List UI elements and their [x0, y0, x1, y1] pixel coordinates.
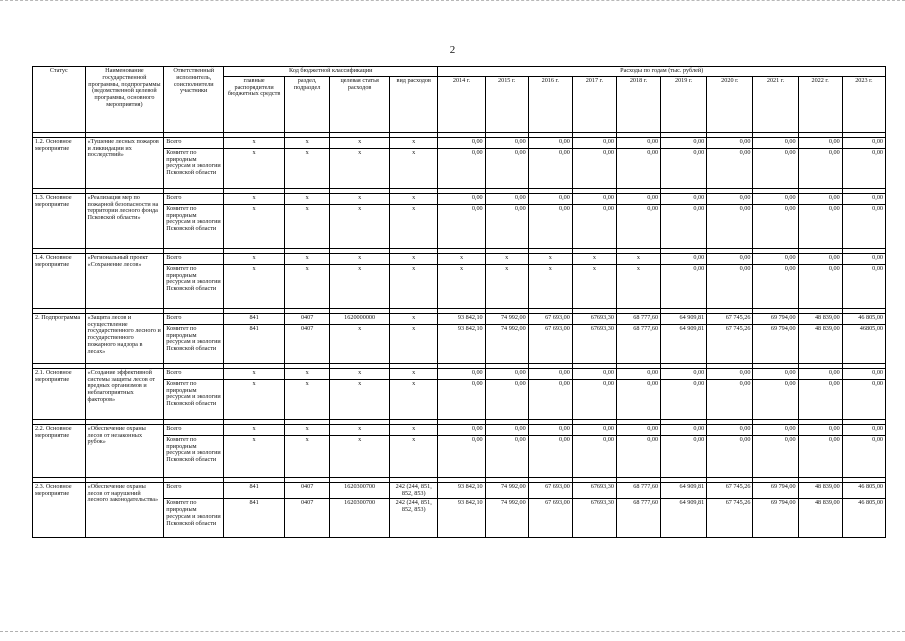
header-budget-code: раздел, подраздел	[285, 76, 330, 132]
expense-value-cell: 93 842,10	[438, 482, 485, 499]
expense-value-cell: 0,00	[753, 435, 798, 477]
expense-value-cell: 0,00	[753, 253, 798, 264]
expense-value-cell: 0,00	[707, 204, 753, 248]
expense-value-cell: 0,00	[798, 424, 842, 435]
expense-value-cell: 48 839,00	[798, 482, 842, 499]
header-year: 2016 г.	[528, 76, 572, 132]
expense-value-cell: 68 777,60	[616, 324, 660, 363]
responsible-cell: Комитет по природным ресурсам и экологии Псковской области	[164, 499, 224, 538]
budget-code-cell: 841	[224, 482, 285, 499]
expense-value-cell: 68 777,60	[616, 313, 660, 324]
budget-code-cell: 0407	[285, 482, 330, 499]
expense-value-cell: 0,00	[753, 424, 798, 435]
status-cell: 2.1. Основное мероприятие	[33, 368, 86, 419]
status-cell: 1.2. Основное мероприятие	[33, 137, 86, 188]
responsible-cell: Комитет по природным ресурсам и экологии Псковской области	[164, 435, 224, 477]
header-budget-code: вид расходов	[390, 76, 438, 132]
expense-value-cell: 0,00	[661, 253, 707, 264]
expense-value-cell: 0,00	[707, 424, 753, 435]
budget-code-cell: 1620300700	[330, 482, 390, 499]
expense-value-cell: 0,00	[661, 193, 707, 204]
expense-value-cell: 0,00	[616, 193, 660, 204]
header-expenses-group: Расходы по годам (тыс. рублей)	[438, 67, 886, 77]
expense-value-cell: 48 839,00	[798, 313, 842, 324]
budget-code-cell: х	[224, 368, 285, 379]
responsible-cell: Всего	[164, 424, 224, 435]
expense-value-cell: 69 794,00	[753, 313, 798, 324]
budget-code-cell: 841	[224, 499, 285, 538]
expense-value-cell: 0,00	[798, 253, 842, 264]
budget-code-cell: х	[390, 313, 438, 324]
expense-value-cell: 0,00	[661, 435, 707, 477]
budget-code-cell: х	[390, 193, 438, 204]
expense-value-cell: 0,00	[753, 193, 798, 204]
responsible-cell: Всего	[164, 253, 224, 264]
responsible-cell: Комитет по природным ресурсам и экологии Псковской области	[164, 379, 224, 419]
expense-value-cell: 93 842,10	[438, 499, 485, 538]
budget-code-cell: х	[285, 424, 330, 435]
budget-code-cell: х	[390, 137, 438, 148]
responsible-cell: Всего	[164, 482, 224, 499]
responsible-cell: Всего	[164, 313, 224, 324]
expense-value-cell: 46805,00	[842, 324, 885, 363]
expense-value-cell: 0,00	[842, 424, 885, 435]
header-year: 2020 г.	[707, 76, 753, 132]
expense-value-cell: 0,00	[798, 368, 842, 379]
header-budget-code-group: Код бюджетной классификации	[224, 67, 438, 77]
expense-value-cell: х	[616, 264, 660, 308]
expense-value-cell: х	[485, 264, 528, 308]
budget-code-cell: х	[330, 193, 390, 204]
budget-code-cell: х	[285, 253, 330, 264]
budget-code-cell: х	[330, 148, 390, 188]
budget-code-cell: х	[390, 264, 438, 308]
expense-value-cell: х	[438, 264, 485, 308]
expense-value-cell: 0,00	[707, 368, 753, 379]
expense-value-cell: 0,00	[572, 137, 616, 148]
expense-value-cell: 74 992,00	[485, 499, 528, 538]
budget-code-cell: х	[390, 424, 438, 435]
expense-value-cell: х	[528, 264, 572, 308]
budget-code-cell: х	[285, 148, 330, 188]
expense-value-cell: 0,00	[798, 193, 842, 204]
budget-code-cell: х	[390, 324, 438, 363]
expense-value-cell: 0,00	[438, 424, 485, 435]
status-cell: 1.4. Основное мероприятие	[33, 253, 86, 308]
header-responsible: Ответственный исполнитель, соисполнители участники	[164, 67, 224, 133]
budget-code-cell: х	[390, 368, 438, 379]
program-name-cell: «Реализация мер по пожарной безопасности на территории лесного фонда Псковской области»	[85, 193, 164, 248]
expense-value-cell: 0,00	[661, 424, 707, 435]
expense-value-cell: 48 839,00	[798, 324, 842, 363]
responsible-cell: Комитет по природным ресурсам и экологии Псковской области	[164, 324, 224, 363]
program-name-cell: «Защита лесов и осуществление государственного лесного и государственного пожарного надзора в лесах»	[85, 313, 164, 363]
expense-value-cell: х	[485, 253, 528, 264]
expense-value-cell: 0,00	[572, 204, 616, 248]
expense-value-cell: 67693,30	[572, 482, 616, 499]
expense-value-cell: 0,00	[842, 204, 885, 248]
table-row	[33, 313, 886, 324]
expense-value-cell: 0,00	[753, 379, 798, 419]
header-status: Статус	[33, 67, 86, 133]
budget-code-cell: х	[330, 253, 390, 264]
expense-value-cell: 0,00	[485, 368, 528, 379]
expense-value-cell: 0,00	[528, 204, 572, 248]
expense-value-cell: х	[572, 253, 616, 264]
expense-value-cell: 0,00	[842, 253, 885, 264]
header-year: 2019 г.	[661, 76, 707, 132]
expense-value-cell: 0,00	[616, 368, 660, 379]
expense-value-cell: 46 805,00	[842, 499, 885, 538]
budget-code-cell: х	[285, 264, 330, 308]
header-year: 2014 г.	[438, 76, 485, 132]
expense-value-cell: 0,00	[528, 137, 572, 148]
expense-value-cell: 93 842,10	[438, 313, 485, 324]
header-name: Наименование государственной программы, подпрограммы (ведомственной целевой программы, основного мероприятия)	[85, 67, 164, 133]
program-name-cell: «Создание эффективной системы защиты лесов от вредных организмов и неблагоприятных факторов»	[85, 368, 164, 419]
expense-value-cell: 0,00	[842, 435, 885, 477]
budget-code-cell: х	[330, 379, 390, 419]
expense-value-cell: 0,00	[661, 368, 707, 379]
expense-value-cell: 67 693,00	[528, 313, 572, 324]
responsible-cell: Комитет по природным ресурсам и экологии Псковской области	[164, 148, 224, 188]
expense-value-cell: 0,00	[528, 368, 572, 379]
table-header	[33, 67, 886, 133]
budget-code-cell: х	[224, 264, 285, 308]
expense-value-cell: 0,00	[798, 435, 842, 477]
budget-code-cell: 242 (244, 851, 852, 853)	[390, 499, 438, 538]
expense-value-cell: 0,00	[485, 137, 528, 148]
budget-code-cell: х	[330, 137, 390, 148]
expense-value-cell: 0,00	[842, 368, 885, 379]
expense-value-cell: 0,00	[528, 379, 572, 419]
expense-value-cell: 0,00	[753, 137, 798, 148]
expense-value-cell: 0,00	[842, 264, 885, 308]
expense-value-cell: 0,00	[572, 435, 616, 477]
program-name-cell: «Тушение лесных пожаров и ликвидации их последствий»	[85, 137, 164, 188]
expense-value-cell: 0,00	[753, 148, 798, 188]
table-row	[33, 193, 886, 204]
status-cell: 2.3. Основное мероприятие	[33, 482, 86, 538]
responsible-cell: Комитет по природным ресурсам и экологии Псковской области	[164, 264, 224, 308]
responsible-cell: Всего	[164, 368, 224, 379]
expense-value-cell: 64 909,81	[661, 499, 707, 538]
expense-value-cell: 0,00	[798, 264, 842, 308]
budget-code-cell: х	[285, 204, 330, 248]
expense-value-cell: 46 805,00	[842, 313, 885, 324]
expense-value-cell: 0,00	[661, 148, 707, 188]
expense-value-cell: 68 777,60	[616, 482, 660, 499]
page-number: 2	[449, 44, 456, 56]
expense-value-cell: 0,00	[707, 253, 753, 264]
budget-code-cell: х	[224, 424, 285, 435]
expense-value-cell: 0,00	[661, 379, 707, 419]
expense-value-cell: 64 909,81	[661, 482, 707, 499]
table-row	[33, 368, 886, 379]
responsible-cell: Всего	[164, 137, 224, 148]
expense-value-cell: 67 745,26	[707, 482, 753, 499]
expense-value-cell: 67693,30	[572, 313, 616, 324]
budget-code-cell: х	[224, 379, 285, 419]
expense-value-cell: 0,00	[485, 193, 528, 204]
expense-value-cell: 69 794,00	[753, 499, 798, 538]
expense-value-cell: х	[616, 253, 660, 264]
expense-value-cell: 0,00	[528, 435, 572, 477]
expense-value-cell: 67 745,26	[707, 324, 753, 363]
expense-value-cell: 67 693,00	[528, 324, 572, 363]
budget-code-cell: х	[390, 148, 438, 188]
expense-value-cell: 0,00	[707, 435, 753, 477]
expense-value-cell: 0,00	[485, 379, 528, 419]
budget-code-cell: 242 (244, 851, 852, 853)	[390, 482, 438, 499]
program-name-cell: «Обеспечение охраны лесов от нарушений лесного законодательства»	[85, 482, 164, 538]
expense-value-cell: 0,00	[707, 379, 753, 419]
program-name-cell: «Обеспечение охраны лесов от незаконных рубок»	[85, 424, 164, 477]
budget-code-cell: х	[285, 193, 330, 204]
budget-code-cell: 1620300700	[330, 499, 390, 538]
header-year: 2017 г.	[572, 76, 616, 132]
expense-value-cell: 74 992,00	[485, 313, 528, 324]
expense-value-cell: х	[438, 253, 485, 264]
expense-value-cell: 0,00	[842, 148, 885, 188]
expense-value-cell: 0,00	[798, 204, 842, 248]
expense-value-cell: 0,00	[438, 148, 485, 188]
expense-value-cell: 0,00	[616, 424, 660, 435]
status-cell: 2. Подпрограмма	[33, 313, 86, 363]
budget-code-cell: х	[390, 379, 438, 419]
budget-code-cell: х	[224, 204, 285, 248]
table-row	[33, 137, 886, 148]
budget-code-cell: х	[224, 253, 285, 264]
budget-code-cell: х	[330, 368, 390, 379]
budget-code-cell: х	[224, 193, 285, 204]
expense-value-cell: 0,00	[616, 148, 660, 188]
expense-value-cell: 64 909,81	[661, 313, 707, 324]
budget-code-cell: 841	[224, 313, 285, 324]
header-year: 2015 г.	[485, 76, 528, 132]
expense-value-cell: 0,00	[616, 379, 660, 419]
header-year: 2023 г.	[842, 76, 885, 132]
expense-value-cell: 69 794,00	[753, 482, 798, 499]
budget-code-cell: х	[224, 148, 285, 188]
expense-value-cell: 46 805,00	[842, 482, 885, 499]
budget-code-cell: х	[285, 379, 330, 419]
expense-value-cell: 0,00	[572, 379, 616, 419]
header-year: 2018 г.	[616, 76, 660, 132]
expense-value-cell: 0,00	[572, 424, 616, 435]
expense-value-cell: 0,00	[798, 137, 842, 148]
program-name-cell: «Региональный проект «Сохранение лесов»	[85, 253, 164, 308]
expense-value-cell: 0,00	[661, 264, 707, 308]
budget-code-cell: х	[224, 137, 285, 148]
header-year: 2021 г.	[753, 76, 798, 132]
expense-value-cell: 67693,30	[572, 324, 616, 363]
expense-value-cell: 0,00	[616, 204, 660, 248]
expense-value-cell: 67 693,00	[528, 499, 572, 538]
expense-value-cell: 68 777,60	[616, 499, 660, 538]
budget-code-cell: 0407	[285, 324, 330, 363]
expense-value-cell: 0,00	[798, 379, 842, 419]
budget-code-cell: х	[330, 324, 390, 363]
scan-edge-top	[0, 0, 905, 5]
budget-code-cell: х	[390, 204, 438, 248]
table-row	[33, 482, 886, 499]
expense-value-cell: 0,00	[485, 424, 528, 435]
expense-value-cell: 69 794,00	[753, 324, 798, 363]
responsible-cell: Всего	[164, 193, 224, 204]
expense-value-cell: х	[528, 253, 572, 264]
expense-value-cell: 48 839,00	[798, 499, 842, 538]
budget-code-cell: х	[330, 204, 390, 248]
expense-value-cell: 0,00	[798, 148, 842, 188]
expense-value-cell: 0,00	[528, 148, 572, 188]
expense-value-cell: 93 842,10	[438, 324, 485, 363]
expense-value-cell: 0,00	[661, 204, 707, 248]
budget-code-cell: х	[390, 435, 438, 477]
expense-value-cell: 0,00	[616, 137, 660, 148]
expense-value-cell: 0,00	[485, 148, 528, 188]
expense-value-cell: 67 745,26	[707, 313, 753, 324]
expense-value-cell: 0,00	[753, 368, 798, 379]
table-body	[33, 132, 886, 538]
budget-code-cell: х	[330, 264, 390, 308]
expense-value-cell: 0,00	[438, 204, 485, 248]
expense-value-cell: 0,00	[753, 204, 798, 248]
status-cell: 1.3. Основное мероприятие	[33, 193, 86, 248]
expense-value-cell: 0,00	[438, 379, 485, 419]
budget-code-cell: 1620000000	[330, 313, 390, 324]
expense-value-cell: 0,00	[616, 435, 660, 477]
budget-code-cell: 0407	[285, 499, 330, 538]
expense-value-cell: 0,00	[753, 264, 798, 308]
budget-code-cell: 841	[224, 324, 285, 363]
header-budget-code: главные распорядители бюджетных средств	[224, 76, 285, 132]
expense-value-cell: 74 992,00	[485, 482, 528, 499]
expense-value-cell: 0,00	[842, 193, 885, 204]
budget-code-cell: х	[390, 253, 438, 264]
expense-value-cell: 0,00	[528, 424, 572, 435]
status-cell: 2.2. Основное мероприятие	[33, 424, 86, 477]
expense-value-cell: х	[572, 264, 616, 308]
budget-code-cell: х	[285, 435, 330, 477]
header-year: 2022 г.	[798, 76, 842, 132]
budget-code-cell: х	[224, 435, 285, 477]
expense-value-cell: 64 909,81	[661, 324, 707, 363]
expense-value-cell: 0,00	[707, 193, 753, 204]
expense-value-cell: 0,00	[572, 193, 616, 204]
expense-value-cell: 0,00	[707, 148, 753, 188]
expense-value-cell: 0,00	[842, 137, 885, 148]
budget-code-cell: х	[285, 368, 330, 379]
expense-value-cell: 0,00	[485, 435, 528, 477]
expense-value-cell: 74 992,00	[485, 324, 528, 363]
expense-value-cell: 0,00	[438, 368, 485, 379]
expense-value-cell: 0,00	[707, 264, 753, 308]
table-row	[33, 253, 886, 264]
header-budget-code: целевая статья расходов	[330, 76, 390, 132]
expense-value-cell: 0,00	[438, 193, 485, 204]
expense-value-cell: 0,00	[485, 204, 528, 248]
responsible-cell: Комитет по природным ресурсам и экологии Псковской области	[164, 204, 224, 248]
budget-code-cell: 0407	[285, 313, 330, 324]
budget-code-cell: х	[330, 435, 390, 477]
expense-value-cell: 0,00	[661, 137, 707, 148]
expense-value-cell: 67 693,00	[528, 482, 572, 499]
expense-value-cell: 67 745,26	[707, 499, 753, 538]
budget-code-cell: х	[330, 424, 390, 435]
expense-value-cell: 67693,30	[572, 499, 616, 538]
expense-value-cell: 0,00	[707, 137, 753, 148]
budget-code-cell: х	[285, 137, 330, 148]
expense-value-cell: 0,00	[842, 379, 885, 419]
budget-table	[32, 66, 886, 538]
table-row	[33, 424, 886, 435]
expense-value-cell: 0,00	[572, 368, 616, 379]
expense-value-cell: 0,00	[438, 137, 485, 148]
expense-value-cell: 0,00	[438, 435, 485, 477]
expense-value-cell: 0,00	[572, 148, 616, 188]
expense-value-cell: 0,00	[528, 193, 572, 204]
